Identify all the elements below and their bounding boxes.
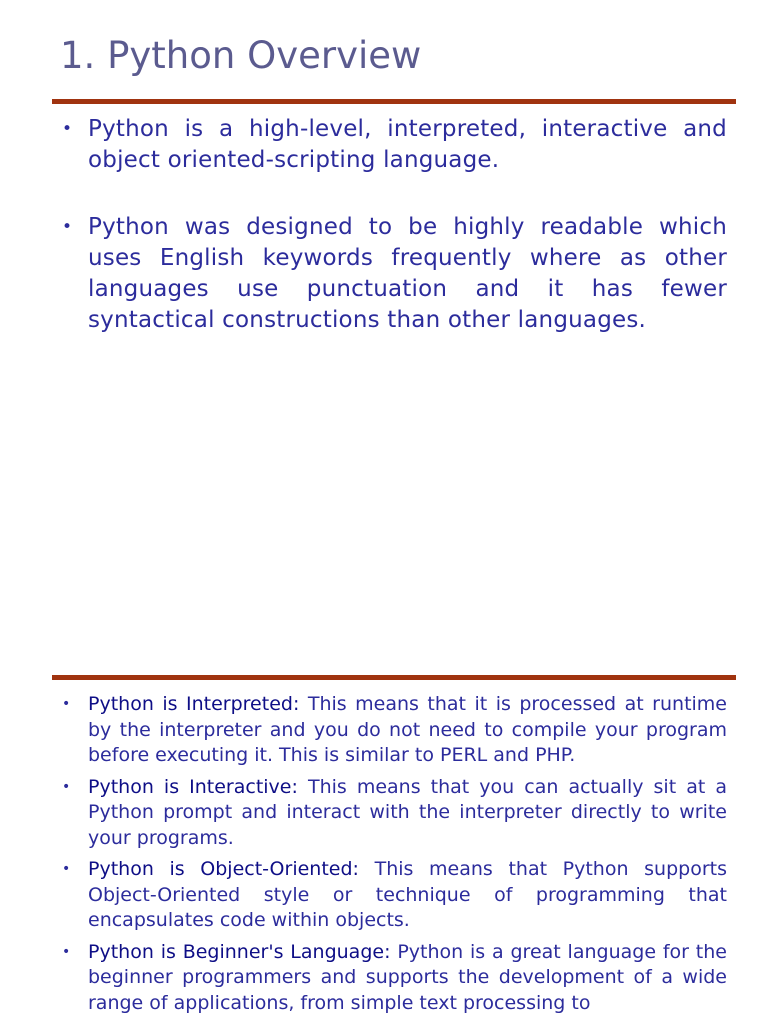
bullet-icon: •	[62, 217, 73, 237]
feature-term: Python is Beginner's Language:	[88, 940, 391, 963]
bullet-icon: •	[62, 696, 71, 712]
overview-bullet-text: Python is a high-level, interpreted, interactive and object oriented-scripting language.	[88, 116, 727, 173]
feature-description: This means that it is processed at runtime by the interpreter and you do not need to compile your program before executing it. This is similar to PERL and PHP.	[88, 693, 728, 766]
feature-text	[88, 940, 727, 1017]
feature-term: Python is Object-Oriented:	[88, 858, 359, 880]
list-item	[0, 114, 727, 176]
list-item	[0, 775, 727, 852]
feature-text	[88, 692, 727, 769]
page-title: 1. Python Overview	[60, 34, 422, 77]
feature-text	[88, 775, 727, 852]
feature-term: Python is Interactive:	[88, 775, 298, 798]
feature-description: Python is a great language for the beginner programmers and supports the development of a wide range of applications, from simple text processing to	[88, 940, 727, 1014]
feature-description: This means that Python supports Object-Oriented style or technique of programming that encapsulates code within objects.	[88, 858, 727, 931]
bullet-icon: •	[62, 943, 71, 960]
list-item	[0, 857, 727, 934]
bottom-divider	[52, 675, 736, 680]
feature-term: Python is Interpreted:	[88, 693, 300, 715]
bullet-icon: •	[62, 778, 71, 795]
feature-description: This means that you can actually sit at a Python prompt and interact with the interpreter directly to write your programs.	[88, 775, 728, 849]
top-divider	[52, 99, 736, 104]
list-item	[0, 692, 727, 769]
list-item	[0, 212, 727, 336]
bullet-icon: •	[62, 119, 73, 139]
bullet-icon: •	[62, 861, 71, 877]
overview-bullet-text: Python was designed to be highly readable which uses English keywords frequently where as other languages use punctuation and it has fewer syntactical constructions than other languages.	[88, 214, 727, 333]
feature-text	[88, 857, 727, 934]
features-list	[0, 692, 727, 1022]
overview-list	[0, 114, 727, 372]
list-item	[0, 940, 727, 1017]
